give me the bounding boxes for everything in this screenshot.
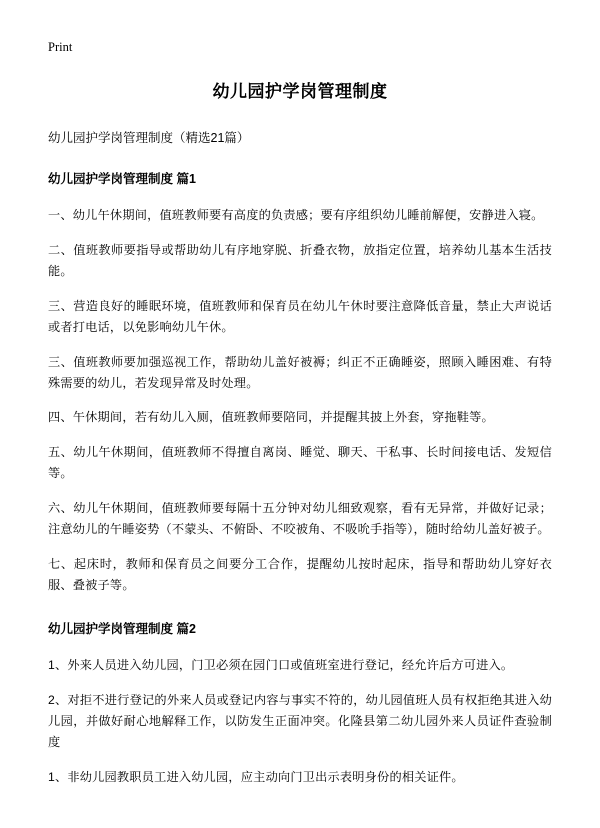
document-section <box>48 170 552 597</box>
paragraph: 二、值班教师要指导或帮助幼儿有序地穿脱、折叠衣物，放指定位置，培养幼儿基本生活技能。 <box>48 242 552 278</box>
paragraph: 四、午休期间，若有幼儿入厕，值班教师要陪同，并提醒其披上外套，穿拖鞋等。 <box>48 410 494 425</box>
paragraph: 三、营造良好的睡眠环境，值班教师和保育员在幼儿午休时要注意降低音量，禁止大声说话或者打电话，以免影响幼儿午休。 <box>48 298 552 334</box>
paragraph: 1、外来人员进入幼儿园，门卫必须在园门口或值班室进行登记，经允许后方可进入。 <box>48 658 514 673</box>
document-subtitle: 幼儿园护学岗管理制度（精选21篇） <box>48 131 250 146</box>
document-section <box>48 620 552 788</box>
section-divider <box>48 610 552 620</box>
paragraph: 一、幼儿午休期间，值班教师要有高度的负责感；要有序组织幼儿睡前解便，安静进入寝。 <box>48 207 544 222</box>
paragraph: 七、起床时，教师和保育员之间要分工合作，提醒幼儿按时起床，指导和帮助幼儿穿好衣服、叠被子等。 <box>48 557 552 593</box>
paragraph: 六、幼儿午休期间，值班教师要每隔十五分钟对幼儿细致观察，看有无异常，并做好记录；注意幼儿的午睡姿势（不蒙头、不俯卧、不咬被角、不吸吮手指等），随时给幼儿盖好被子。 <box>48 501 552 537</box>
paragraph: 1、非幼儿园教职员工进入幼儿园，应主动向门卫出示表明身份的相关证件。 <box>48 770 464 785</box>
section-heading: 幼儿园护学岗管理制度 篇1 <box>48 171 196 186</box>
paragraph: 2、对拒不进行登记的外来人员或登记内容与事实不符的，幼儿园值班人员有权拒绝其进入幼儿园，并做好耐心地解释工作，以防发生正面冲突。化隆县第二幼儿园外来人员证件查验制度 <box>48 693 552 750</box>
print-link[interactable]: Print <box>48 40 73 54</box>
page-title: 幼儿园护学岗管理制度 <box>212 82 388 101</box>
section-heading: 幼儿园护学岗管理制度 篇2 <box>48 622 196 637</box>
paragraph: 五、幼儿午休期间，值班教师不得擅自离岗、睡觉、聊天、干私事、长时间接电话、发短信等。 <box>48 445 552 481</box>
paragraph: 三、值班教师要加强巡视工作，帮助幼儿盖好被褥；纠正不正确睡姿，照顾入睡困难、有特殊需要的幼儿，若发现异常及时处理。 <box>48 354 552 390</box>
